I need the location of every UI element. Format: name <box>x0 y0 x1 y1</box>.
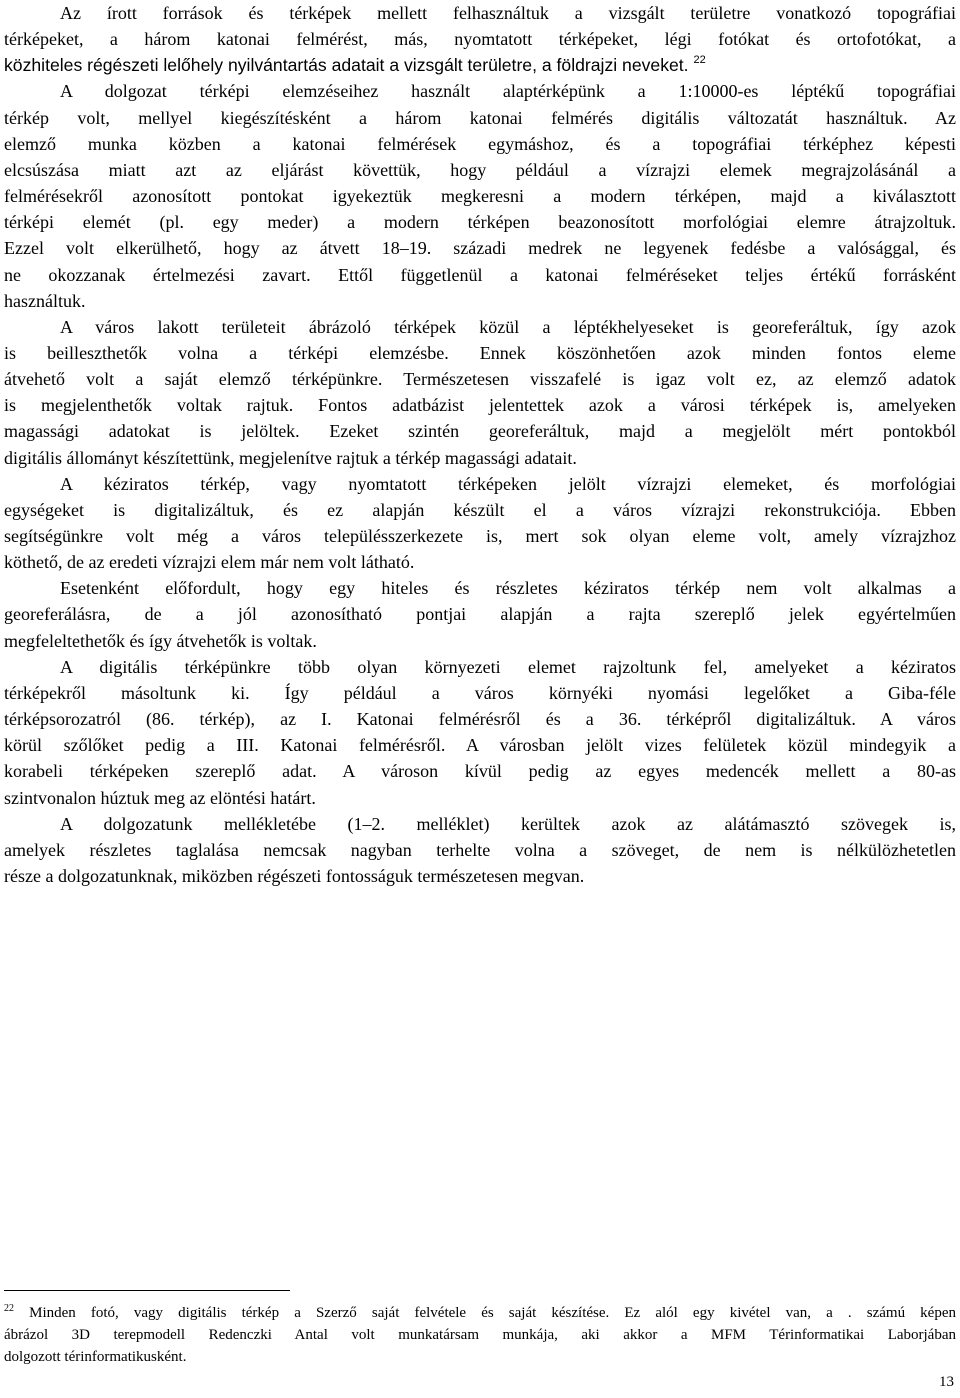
text-line <box>4 209 956 235</box>
text-line <box>4 601 956 627</box>
footnote-text: ábrázol 3D terepmodell Redenczki Antal volt munkatársam munkája, aki akkor a MFM Térinformatikai Laborjában <box>4 1327 956 1343</box>
text-line-content: A dolgozatunk mellékletébe (1–2. melléklet) kerültek azok az alátámasztó szövegek is, <box>60 813 956 834</box>
text-line <box>4 654 956 680</box>
text-line-content: köthető, de az eredeti vízrajzi elem már nem volt látható. <box>4 552 415 573</box>
text-line <box>4 706 956 732</box>
text-line-content: egységeket is digitalizáltuk, és ez alapján készült el a város vízrajzi rekonstrukciója. Ebben <box>4 499 956 520</box>
text-line <box>4 183 956 209</box>
footnote-text: dolgozott térinformatikusként. <box>4 1349 187 1365</box>
text-line-content: elcsúszása miatt azt az eljárást követtük, hogy például a vízrajzi elemek megrajzolásánál a <box>4 159 956 180</box>
page-number: 13 <box>939 1374 954 1390</box>
text-line-content: is beilleszthetők volna a térképi elemzésbe. Ennek köszönhetően azok minden fontos eleme <box>4 342 956 363</box>
text-line <box>4 732 956 758</box>
text-line-content: átvehető volt a saját elemző térképünkre. Természetesen visszafelé is igaz volt ez, az elemző adatok <box>4 369 956 390</box>
footnote-separator <box>4 1290 290 1291</box>
text-line-content: térképsorozatról (86. térkép), az I. Katonai felmérésről és a 36. térképről digitalizáltuk. A város <box>4 709 956 730</box>
text-line-content: amelyek részletes taglalása nemcsak nagyban terhelte volna a szöveget, de nem is nélkülözhetetlen <box>4 839 956 860</box>
text-line <box>4 235 956 261</box>
text-line <box>4 52 956 78</box>
footnote-text: Minden fotó, vagy digitális térkép a Szerző saját felvétele és saját készítése. Ez alól egy kivétel van, a . számú képen <box>29 1305 956 1321</box>
text-line <box>4 575 956 601</box>
text-line-content: magassági adatokat is jelöltek. Ezeket szintén georeferáltuk, majd a megjelölt mért pontokból <box>4 421 956 442</box>
document-page <box>4 0 956 1398</box>
text-line-content: is megjelenthetők voltak rajtuk. Fontos adatbázist jelentettek azok a városi térképek is, amelyeken <box>4 395 956 416</box>
text-line-content: része a dolgozatunknak, miközben régészeti fontosságuk természetesen megvan. <box>4 865 585 886</box>
text-line <box>4 314 956 340</box>
text-line <box>4 78 956 104</box>
text-line <box>4 471 956 497</box>
footnote-line <box>4 1324 956 1346</box>
text-line <box>4 105 956 131</box>
text-line-content: korabeli térképeken szereplő adat. A városon kívül pedig az egyes medencék mellett a 80-as <box>4 761 956 782</box>
text-line <box>4 445 956 471</box>
text-line <box>4 340 956 366</box>
text-line <box>4 811 956 837</box>
text-line-content: Az írott források és térképek mellett felhasználtuk a vizsgált területre vonatkozó topográfiai <box>60 3 956 23</box>
text-line <box>4 785 956 811</box>
text-line <box>4 262 956 288</box>
footnote-line <box>4 1346 956 1368</box>
text-line <box>4 392 956 418</box>
text-line-content: megfeleltethetők és így átvehetők is voltak. <box>4 630 317 651</box>
text-line-content: georeferálásra, de a jól azonosítható pontjai alapján a rajta szereplő jelek egyértelműen <box>4 604 956 625</box>
text-line-content: közhiteles régészeti lelőhely nyilvántartás adatait a vizsgált területre, a földrajzi neveket. <box>4 55 689 76</box>
footnote-line <box>4 1302 956 1324</box>
text-line <box>4 863 956 889</box>
text-line <box>4 549 956 575</box>
text-line-content: térképi elemét (pl. egy meder) a modern térképen beazonosított morfológiai elemre átrajzoltuk. <box>4 212 956 233</box>
text-line <box>4 157 956 183</box>
text-line-content: segítségünkre volt még a város településszerkezete is, mert sok olyan eleme volt, amely vízrajzhoz <box>4 526 956 546</box>
text-line-content: Esetenként előfordult, hogy egy hiteles és részletes kéziratos térkép nem volt alkalmas a <box>60 578 956 599</box>
text-line-content: A kéziratos térkép, vagy nyomtatott térképeken jelölt vízrajzi elemeket, és morfológiai <box>60 473 956 494</box>
text-line <box>4 26 956 52</box>
text-line-content: használtuk. <box>4 290 86 311</box>
text-line <box>4 288 956 314</box>
text-line <box>4 131 956 157</box>
text-line <box>4 680 956 706</box>
text-line-content: A digitális térképünkre több olyan környezeti elemet rajzoltunk fel, amelyeket a kéziratos <box>60 656 956 677</box>
text-line-content: A dolgozat térképi elemzéseihez használt alaptérképünk a 1:10000-es léptékű topográfiai <box>60 81 956 102</box>
text-line-content: elemző munka közben a katonai felmérések egymáshoz, és a topográfiai térképhez képesti <box>4 133 956 154</box>
footnote-reference[interactable]: 22 <box>693 54 706 67</box>
text-line-content: ne okozzanak értelmezési zavart. Ettől függetlenül a katonai felméréseket teljes értékű forrásként <box>4 264 956 285</box>
text-line-content: körül szőlőket pedig a III. Katonai felmérésről. A városban jelölt vizes felületek közül mindegyik a <box>4 735 956 756</box>
text-line-content: Ezzel volt elkerülhető, hogy az átvett 18–19. századi medrek ne legyenek fedésbe a valósággal, és <box>4 238 956 259</box>
text-line <box>4 418 956 444</box>
footnote-number: 22 <box>4 1303 14 1314</box>
text-line <box>4 366 956 392</box>
text-line <box>4 497 956 523</box>
text-line-content: digitális állományt készítettünk, megjelenítve rajtuk a térkép magassági adatait. <box>4 447 577 468</box>
text-line-content: felmérésekről azonosított pontokat igyekeztük megkeresni a modern térképen, majd a kiválasztott <box>4 186 956 207</box>
text-line-content: térképekről másoltunk ki. Így például a város környéki nyomási legelőket a Giba-féle <box>4 682 956 703</box>
text-line <box>4 758 956 784</box>
text-line <box>4 523 956 549</box>
text-line-content: szintvonalon húztuk meg az elöntési határt. <box>4 787 316 808</box>
text-line-content: térkép volt, mellyel kiegészítésként a három katonai felmérés digitális változatát használtuk. Az <box>4 107 956 128</box>
text-line-content: térképeket, a három katonai felmérést, más, nyomtatott térképeket, légi fotókat és ortofotókat, a <box>4 29 956 50</box>
text-line <box>4 837 956 863</box>
text-line-content: A város lakott területeit ábrázoló térképek közül a léptékhelyeseket is georeferáltuk, így azok <box>60 316 956 337</box>
text-line <box>4 0 956 26</box>
text-line <box>4 628 956 654</box>
